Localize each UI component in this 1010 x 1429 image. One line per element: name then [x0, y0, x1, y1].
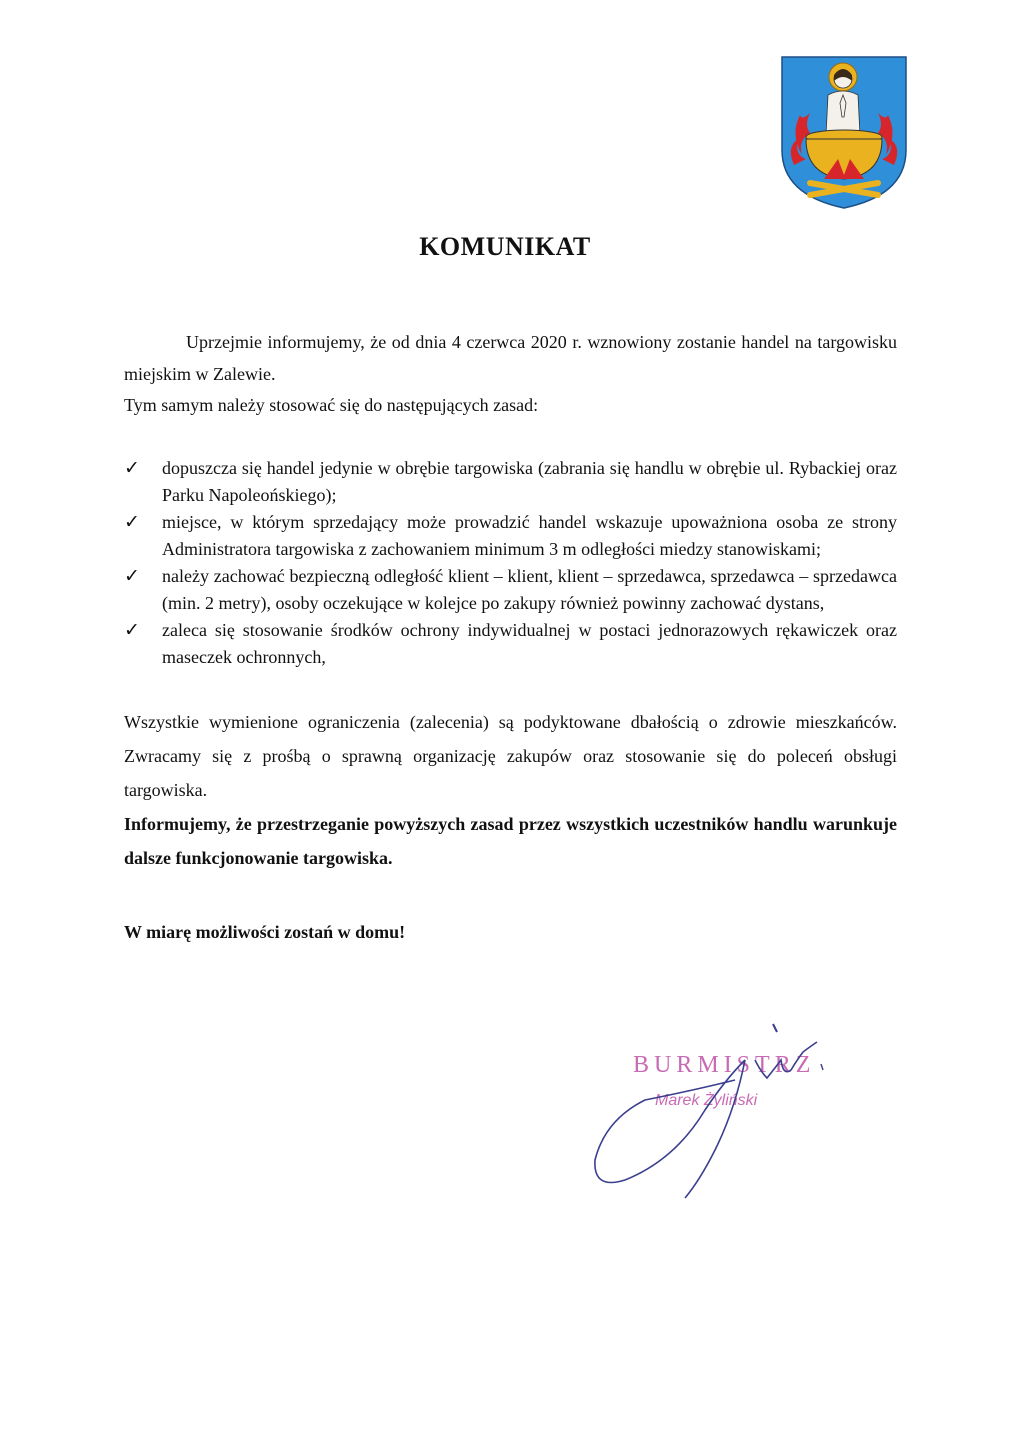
checkmark-icon: ✓: [124, 565, 140, 587]
rules-list: [124, 455, 897, 671]
coat-of-arms-icon: [780, 55, 908, 210]
closing-bold-paragraph: Informujemy, że przestrzeganie powyższych zasad przez wszystkich uczestników handlu warunkuje dalsze funkcjonowanie targowiska.: [124, 814, 897, 868]
document-body: [124, 326, 897, 946]
checkmark-icon: ✓: [124, 619, 140, 641]
stay-home-note: W miarę możliwości zostań w domu!: [124, 922, 406, 942]
stamp-title: BURMISTRZ: [633, 1052, 816, 1078]
stamp-name: Marek Żyliński: [655, 1092, 758, 1109]
list-item: [124, 617, 897, 671]
page-title: KOMUNIKAT: [419, 232, 591, 261]
rule-text: dopuszcza się handel jedynie w obrębie targowiska (zabrania się handlu w obrębie ul. Rybackiej oraz Parku Napoleońskiego);: [162, 458, 897, 505]
list-item: [124, 563, 897, 617]
rule-text: należy zachować bezpieczną odległość klient – klient, klient – sprzedawca, sprzedawca – sprzedawca (min. 2 metry), osoby oczekujące w kolejce po zakupy również powinny zachować dystans,: [162, 566, 897, 613]
rule-text: zaleca się stosowanie środków ochrony indywidualnej w postaci jednorazowych rękawiczek oraz maseczek ochronnych,: [162, 620, 897, 667]
intro-paragraph: Uprzejmie informujemy, że od dnia 4 czerwca 2020 r. wznowiony zostanie handel na targowisku miejskim w Zalewie.: [124, 332, 897, 384]
intro-rules-lead: Tym samym należy stosować się do następujących zasad:: [124, 395, 539, 415]
checkmark-icon: ✓: [124, 457, 140, 479]
list-item: [124, 509, 897, 563]
signature-stamp: [585, 1020, 835, 1210]
closing-paragraph: Wszystkie wymienione ograniczenia (zalecenia) są podyktowane dbałością o zdrowie mieszkańców. Zwracamy się z prośbą o sprawną organizację zakupów oraz stosowanie się do poleceń obsługi targowiska.: [124, 712, 897, 800]
list-item: [124, 455, 897, 509]
rule-text: miejsce, w którym sprzedający może prowadzić handel wskazuje upoważniona osoba ze strony Administratora targowiska z zachowaniem minimum 3 m odległości miedzy stanowiskami;: [162, 512, 897, 559]
checkmark-icon: ✓: [124, 511, 140, 533]
handwritten-signature-icon: [585, 1020, 835, 1210]
